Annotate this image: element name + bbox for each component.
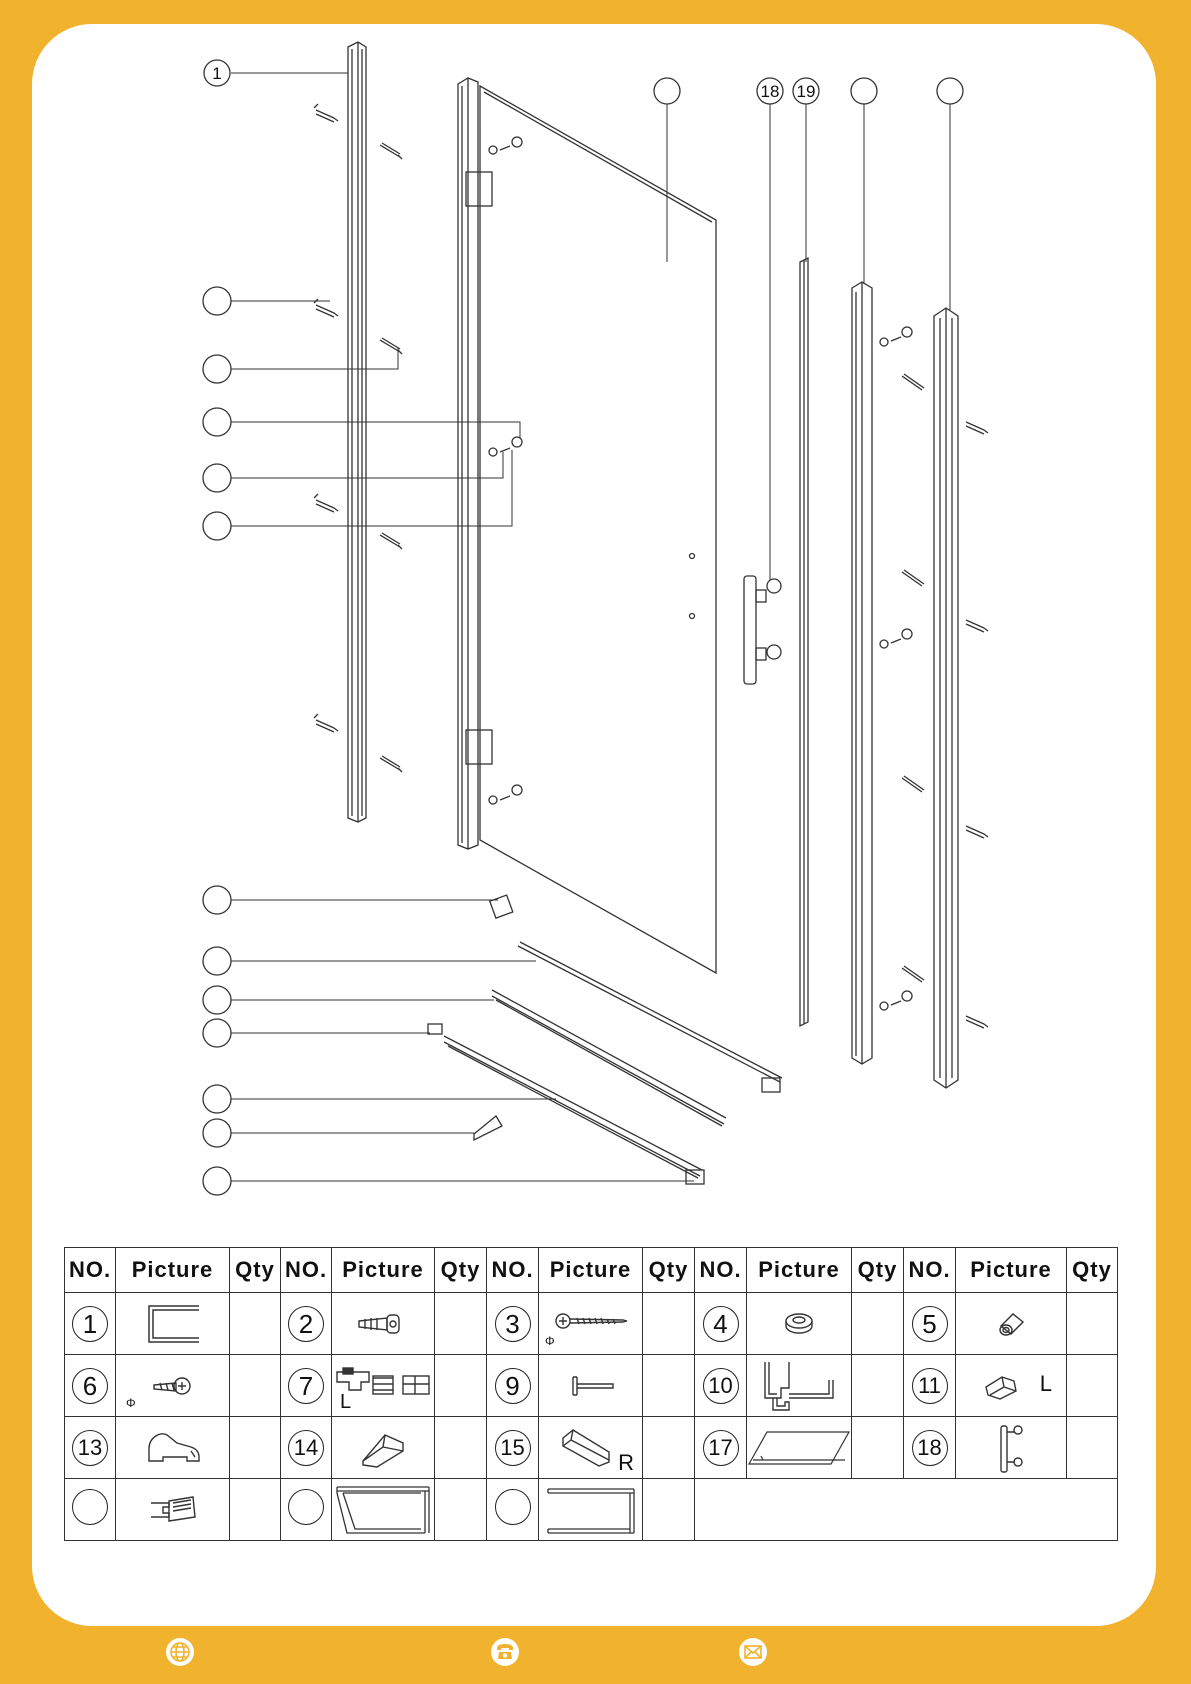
part-number: 2: [288, 1306, 324, 1342]
part-number: 15: [495, 1430, 531, 1466]
side-note: R: [618, 1450, 634, 1475]
seal-strip: [800, 258, 808, 1026]
part-number: 4: [703, 1306, 739, 1342]
washer-ring-icon: [779, 1309, 819, 1339]
header-qty: Qty: [1067, 1248, 1118, 1293]
rail-frame-icon: [544, 1483, 638, 1537]
qty-cell[interactable]: [435, 1417, 487, 1479]
qty-cell[interactable]: [230, 1479, 281, 1541]
u-channel-profile-icon: [143, 1302, 203, 1346]
header-no: NO.: [281, 1248, 332, 1293]
table-row: [65, 1479, 1118, 1541]
bracket-icon: [143, 1493, 203, 1527]
qty-cell[interactable]: [435, 1479, 487, 1541]
qty-cell[interactable]: [643, 1479, 695, 1541]
part-number: 13: [72, 1430, 108, 1466]
part-number: 10: [703, 1368, 739, 1404]
qty-cell[interactable]: [643, 1293, 695, 1355]
part-number: 7: [288, 1368, 324, 1404]
qty-cell[interactable]: [1067, 1293, 1118, 1355]
short-screw-icon: [148, 1371, 198, 1401]
parts-table: [64, 1247, 1118, 1541]
part-number: [495, 1489, 531, 1525]
frame-panel-icon: [333, 1483, 433, 1537]
header-no: NO.: [695, 1248, 747, 1293]
key-tool-icon: [561, 1371, 621, 1401]
header-qty: Qty: [643, 1248, 695, 1293]
end-cap-icon: [143, 1427, 203, 1469]
qty-cell[interactable]: [435, 1293, 487, 1355]
diameter-note: Φ: [545, 1334, 555, 1348]
bottom-parts: [428, 895, 782, 1184]
part-number: 1: [72, 1306, 108, 1342]
qty-cell[interactable]: [852, 1417, 904, 1479]
side-note: L: [1039, 1371, 1052, 1396]
callout-circles: [203, 60, 963, 1195]
phone-icon[interactable]: [491, 1638, 519, 1666]
exploded-diagram: [32, 24, 1156, 1224]
header-picture: Picture: [956, 1248, 1067, 1293]
callout-18: 18: [760, 82, 780, 101]
diameter-note: Φ: [126, 1396, 136, 1410]
long-screw-icon: [551, 1309, 631, 1339]
handle-icon: [991, 1420, 1031, 1476]
right-wall-profile: [934, 308, 958, 1088]
side-note: L: [340, 1391, 352, 1413]
qty-cell[interactable]: [230, 1293, 281, 1355]
qty-cell[interactable]: [435, 1355, 487, 1417]
part-number: [72, 1489, 108, 1525]
header-no: NO.: [487, 1248, 539, 1293]
part-number: 17: [703, 1430, 739, 1466]
table-row: [65, 1293, 1118, 1355]
header-picture: Picture: [747, 1248, 852, 1293]
table-row: [65, 1417, 1118, 1479]
header-no: NO.: [65, 1248, 116, 1293]
part-number: 9: [495, 1368, 531, 1404]
qty-cell[interactable]: [1067, 1355, 1118, 1417]
qty-cell[interactable]: [643, 1417, 695, 1479]
door-handle: [744, 576, 781, 684]
header-picture: Picture: [539, 1248, 643, 1293]
mail-icon[interactable]: [739, 1638, 767, 1666]
part-number: 14: [288, 1430, 324, 1466]
globe-icon[interactable]: [166, 1638, 194, 1666]
qty-cell[interactable]: [230, 1355, 281, 1417]
qty-cell[interactable]: [1067, 1417, 1118, 1479]
part-number: 3: [495, 1306, 531, 1342]
door-fixings: [489, 137, 522, 804]
wall-plug-icon: [353, 1309, 413, 1339]
callout-1: 1: [212, 64, 222, 83]
leader-lines: [231, 73, 950, 1181]
glass-panel-icon: [747, 1428, 851, 1468]
part-number: 18: [912, 1430, 948, 1466]
qty-cell[interactable]: [643, 1355, 695, 1417]
header-no: NO.: [904, 1248, 956, 1293]
part-number: 11: [912, 1368, 948, 1404]
header-picture: Picture: [116, 1248, 230, 1293]
qty-cell[interactable]: [852, 1355, 904, 1417]
qty-cell[interactable]: [852, 1293, 904, 1355]
part-number: 6: [72, 1368, 108, 1404]
header-qty: Qty: [230, 1248, 281, 1293]
glass-door: [480, 86, 716, 973]
cap-cylinder-icon: [991, 1308, 1031, 1340]
table-header-row: [65, 1248, 1118, 1293]
table-row: [65, 1355, 1118, 1417]
wall-profile-icon: [759, 1358, 839, 1414]
footer-contact-bar: [0, 1632, 1191, 1672]
hinge-profile: [458, 78, 492, 849]
instruction-sheet: [32, 24, 1156, 1626]
magnet-profile: [852, 282, 872, 1064]
left-wall-profile: [348, 42, 366, 822]
callout-19: 19: [796, 82, 816, 101]
header-qty: Qty: [435, 1248, 487, 1293]
header-qty: Qty: [852, 1248, 904, 1293]
qty-cell[interactable]: [230, 1417, 281, 1479]
part-number: 5: [912, 1306, 948, 1342]
part-number: [288, 1489, 324, 1525]
wedge-stopper-icon: [353, 1427, 413, 1469]
empty-cell: [695, 1479, 1118, 1541]
header-picture: Picture: [332, 1248, 435, 1293]
